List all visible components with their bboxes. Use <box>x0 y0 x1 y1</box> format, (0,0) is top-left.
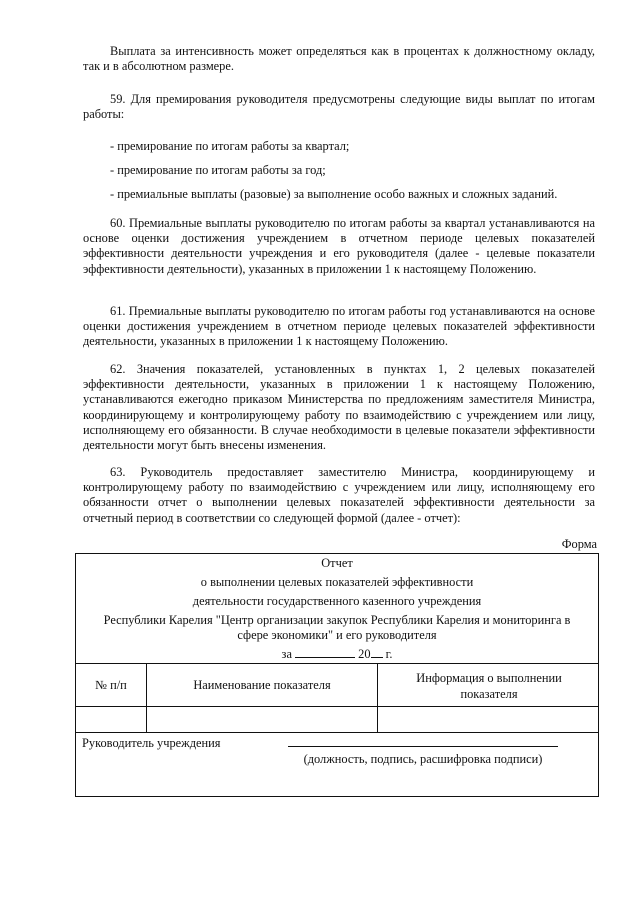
period-year-blank <box>371 646 383 658</box>
report-subtitle-line3: Республики Карелия "Центр организации закупок Республики Карелия и мониторинга в <box>103 613 571 627</box>
paragraph-63: 63. Руководитель предоставляет заместителю Министра, координирующему и контролирующему работу по взаимодействию с учреждением или лицу, исполняющему его обязанности отчет о выполнении целевых показателей эффективности деятельности за отчетный период в соответствии со следующей формой (далее - отчет): <box>83 465 595 525</box>
column-header-info-line1: Информация о выполнении <box>416 671 562 685</box>
bullet-quarter-bonus: - премирование по итогам работы за квартал; <box>110 139 350 153</box>
bullet-year-bonus: - премирование по итогам работы за год; <box>110 163 326 177</box>
report-subtitle-line2: деятельности государственного казенного учреждения <box>192 594 482 608</box>
form-label: Форма <box>561 537 597 551</box>
report-subtitle-line1: о выполнении целевых показателей эффективности <box>200 575 474 589</box>
table-top-rule <box>76 663 598 664</box>
paragraph-59: 59. Для премирования руководителя предусмотрены следующие виды выплат по итогам работы: <box>83 92 595 122</box>
report-form-table <box>75 553 599 797</box>
report-period <box>76 646 598 662</box>
column-header-number: № п/п <box>95 678 127 692</box>
bullet-one-time-bonus: - премиальные выплаты (разовые) за выполнение особо важных и сложных заданий. <box>110 187 558 201</box>
paragraph-61: 61. Премиальные выплаты руководителю по итогам работы год устанавливаются на основе оценки достижения учреждением в отчетном периоде целевых показателей эффективности деятельности, указанных в приложении 1 к настоящему Положению. <box>83 304 595 349</box>
signature-caption: (должность, подпись, расшифровка подписи) <box>303 752 543 766</box>
paragraph-intensity: Выплата за интенсивность может определяться как в процентах к должностному окладу, так и в абсолютном размере. <box>83 44 595 74</box>
period-blank <box>295 646 355 658</box>
signer-label: Руководитель учреждения <box>82 736 221 750</box>
paragraph-62: 62. Значения показателей, установленных в пунктах 1, 2 целевых показателей эффективности деятельности, указанных в приложении 1 к настоящему Положению, устанавливаются ежегодно приказом Министерства по предложениям заместителя Министра, координирующему и контролирующему работу по взаимодействию с учреждением или лицу, исполняющему его обязанности. В случае необходимости в целевые показатели эффективности деятельности могут быть внесены изменения. <box>83 362 595 453</box>
paragraph-60: 60. Премиальные выплаты руководителю по итогам работы за квартал устанавливаются на основе оценки достижения учреждением в отчетном периоде целевых показателей эффективности деятельности учреждения и его руководителя (далее - целевые показатели эффективности деятельности), указанных в приложении 1 к настоящему Положению. <box>83 216 595 276</box>
column-divider-1 <box>146 663 147 732</box>
column-header-info-line2: показателя <box>460 687 518 701</box>
column-header-indicator-name: Наименование показателя <box>193 678 331 692</box>
table-bottom-rule <box>76 732 598 733</box>
period-prefix: за <box>281 647 292 661</box>
report-title: Отчет <box>321 556 353 570</box>
table-header-rule <box>76 706 598 707</box>
report-subtitle-line4: сфере экономики" и его руководителя <box>237 628 437 642</box>
period-year: 20 <box>358 647 371 661</box>
signature-line <box>288 746 558 747</box>
period-suffix: г. <box>385 647 393 661</box>
